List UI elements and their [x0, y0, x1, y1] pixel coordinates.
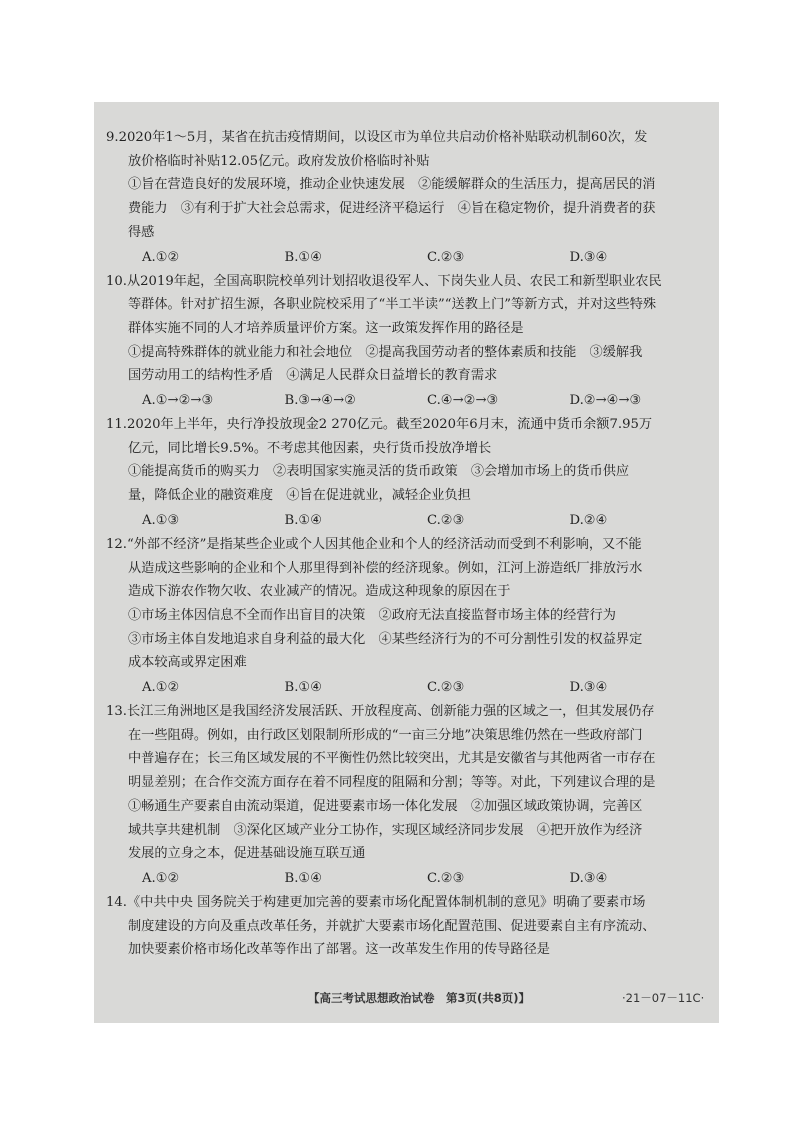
question-stem-line: 明显差别；在合作交流方面存在着不同程度的阻隔和分割；等等。对此，下列建议合理的是 [128, 775, 656, 791]
question-stem-line: 中普遍存在；长三角区域发展的不平衡性仍然比较突出，尤其是安徽省与其他两省一市存在 [128, 751, 656, 767]
question-stem-line: 在一些阻碍。例如，由行政区划限制所形成的“一亩三分地”决策思维仍然在一些政府部门 [128, 727, 643, 743]
exam-page [94, 102, 719, 1023]
option-c: C.④→②→③ [427, 393, 499, 409]
question-stem-line: 造成下游农作物欠收、农业减产的情况。造成这种现象的原因在于 [128, 584, 511, 600]
question-stem-line: 等群体。针对扩招生源，各职业院校采用了“半工半读”“送教上门”等新方式，并对这些特殊 [128, 297, 657, 313]
option-d: D.②④ [569, 512, 608, 528]
question-stem-line: 加快要素价格市场化改革等作出了部署。这一改革发生作用的传导路径是 [128, 942, 550, 958]
option-d: D.②→④→③ [569, 393, 642, 409]
option-a: A.①② [142, 680, 180, 696]
question-stem-line: 9.2020年1～5月，某省在抗击疫情期间，以设区市为单位共启动价格补贴联动机制60次，发 [106, 130, 648, 145]
footer-title: 【高三考试思想政治试卷 第3页(共8页)】 [308, 991, 531, 1005]
exam-content [106, 126, 712, 962]
option-a: A.①② [142, 249, 180, 265]
question-statement-line: ①畅通生产要素自由流动渠道，促进要素市场一体化发展 ②加强区域政策协调，完善区 [128, 798, 643, 814]
question-stem-line: 制度建设的方向及重点改革任务，并就扩大要素市场化配置范围、促进要素自主有序流动、 [128, 918, 656, 934]
option-b: B.①④ [284, 249, 323, 265]
question-stem-line: 10.从2019年起，全国高职院校单列计划招收退役军人、下岗失业人员、农民工和新型职业农民 [106, 273, 662, 289]
option-a: A.①③ [142, 512, 180, 528]
question-statement-line: ①提高特殊群体的就业能力和社会地位 ②提高我国劳动者的整体素质和技能 ③缓解我 [128, 344, 643, 360]
question-stem-line: 放价格临时补贴12.05亿元。政府发放价格临时补贴 [128, 153, 430, 169]
question-statement-line: ①能提高货币的购买力 ②表明国家实施灵活的货币政策 ③会增加市场上的货币供应 [128, 464, 630, 480]
question-statement-line: ①市场主体因信息不全而作出盲目的决策 ②政府无法直接监督市场主体的经营行为 [128, 607, 616, 623]
option-d: D.③④ [569, 870, 608, 886]
question-14 [106, 891, 712, 962]
question-stem-line: 群体实施不同的人才培养质量评价方案。这一政策发挥作用的路径是 [128, 320, 524, 336]
option-d: D.③④ [569, 680, 608, 696]
answer-options [142, 245, 712, 270]
answer-options [142, 388, 712, 413]
option-d: D.③④ [569, 249, 608, 265]
question-11 [106, 413, 712, 533]
option-c: C.②③ [427, 512, 465, 528]
option-a: A.①② [142, 870, 180, 886]
question-9 [106, 126, 712, 270]
question-stem-line: 从造成这些影响的企业和个人那里得到补偿的经济现象。例如，江河上游造纸厂排放污水 [128, 560, 643, 576]
footer-code: ·21－07－11C· [622, 991, 705, 1005]
option-c: C.②③ [427, 680, 465, 696]
question-statement-line: ③市场主体自发地追求自身利益的最大化 ④某些经济行为的不可分割性引发的权益界定 [128, 631, 643, 647]
question-stem-line: 14.《中共中央 国务院关于构建更加完善的要素市场化配置体制机制的意见》明确了要素市场 [106, 894, 646, 910]
option-b: B.①④ [284, 680, 323, 696]
option-a: A.①→②→③ [142, 393, 214, 409]
question-statement-line: 域共享共建机制 ③深化区域产业分工协作，实现区域经济同步发展 ④把开放作为经济 [128, 822, 643, 838]
answer-options [142, 508, 712, 533]
question-13 [106, 700, 712, 891]
question-stem-line: 13.长江三角洲地区是我国经济发展活跃、开放程度高、创新能力强的区域之一，但其发展仍存 [106, 704, 655, 720]
question-statement-line: 费能力 ③有利于扩大社会总需求，促进经济平稳运行 ④旨在稳定物价，提升消费者的获 [128, 201, 656, 217]
option-c: C.②③ [427, 870, 465, 886]
question-statement-line: 成本较高或界定困难 [128, 655, 247, 671]
question-10 [106, 270, 712, 414]
question-statement-line: ①旨在营造良好的发展环境，推动企业快速发展 ②能缓解群众的生活压力，提高居民的消 [128, 177, 656, 193]
answer-options [142, 866, 712, 891]
option-b: B.①④ [284, 512, 323, 528]
question-stem-line: 12.“外部不经济”是指某些企业或个人因其他企业和个人的经济活动而受到不利影响，又不能 [106, 536, 642, 552]
question-stem-line: 亿元，同比增长9.5%。不考虑其他因素，央行货币投放净增长 [128, 440, 492, 456]
question-statement-line: 得感 [128, 224, 155, 240]
option-c: C.②③ [427, 249, 465, 265]
question-stem-line: 11.2020年上半年，央行净投放现金2 270亿元。截至2020年6月末，流通中货币余额7.95万 [106, 417, 653, 433]
option-b: B.①④ [284, 870, 323, 886]
question-statement-line: 国劳动用工的结构性矛盾 ④满足人民群众日益增长的教育需求 [128, 368, 498, 384]
question-statement-line: 发展的立身之本，促进基础设施互联互通 [128, 846, 366, 862]
answer-options [142, 675, 712, 700]
question-12 [106, 533, 712, 700]
question-statement-line: 量，降低企业的融资难度 ④旨在促进就业，减轻企业负担 [128, 488, 471, 504]
option-b: B.③→④→② [284, 393, 356, 409]
